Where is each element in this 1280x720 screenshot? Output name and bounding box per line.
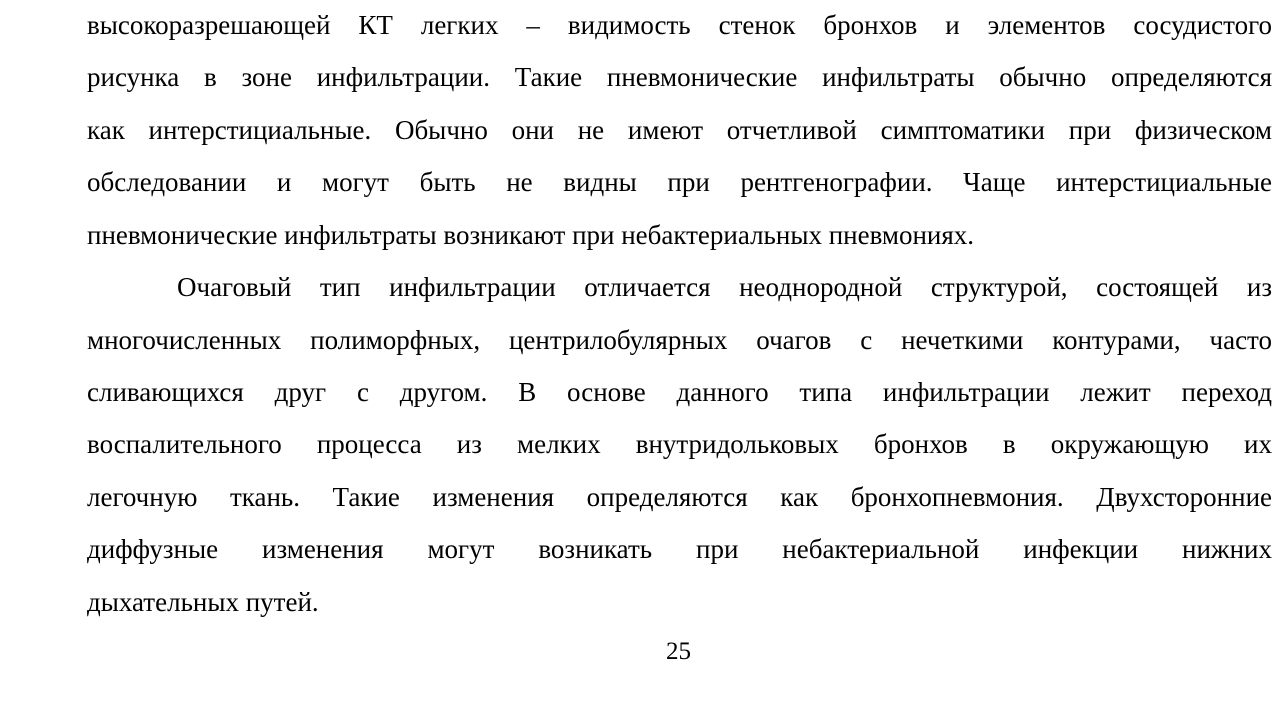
- text-line-5: пневмонические инфильтраты возникают при небактериальных пневмониях.: [87, 220, 975, 250]
- text-line-3: как интерстициальные. Обычно они не имеют отчетливой симптоматики при физическом: [87, 115, 1272, 145]
- text-line-11: диффузные изменения могут возникать при небактериальной инфекции нижних: [87, 534, 1272, 564]
- text-line-12: дыхательных путей.: [87, 587, 319, 617]
- text-line-2: рисунка в зоне инфильтрации. Такие пневмонические инфильтраты обычно определяются: [87, 62, 1272, 92]
- text-line-7: многочисленных полиморфных, центрилобулярных очагов с нечеткими контурами, часто: [87, 325, 1272, 355]
- text-line-6: Очаговый тип инфильтрации отличается неоднородной структурой, состоящей из: [177, 272, 1272, 302]
- page-number: 25: [666, 638, 691, 665]
- text-line-8: сливающихся друг с другом. В основе данного типа инфильтрации лежит переход: [87, 377, 1272, 407]
- text-line-4: обследовании и могут быть не видны при рентгенографии. Чаще интерстициальные: [87, 167, 1272, 197]
- text-line-9: воспалительного процесса из мелких внутридольковых бронхов в окружающую их: [87, 429, 1272, 459]
- text-line-10: легочную ткань. Такие изменения определяются как бронхопневмония. Двухсторонние: [87, 482, 1272, 512]
- text-line-1: высокоразрешающей КТ легких – видимость стенок бронхов и элементов сосудистого: [87, 10, 1272, 40]
